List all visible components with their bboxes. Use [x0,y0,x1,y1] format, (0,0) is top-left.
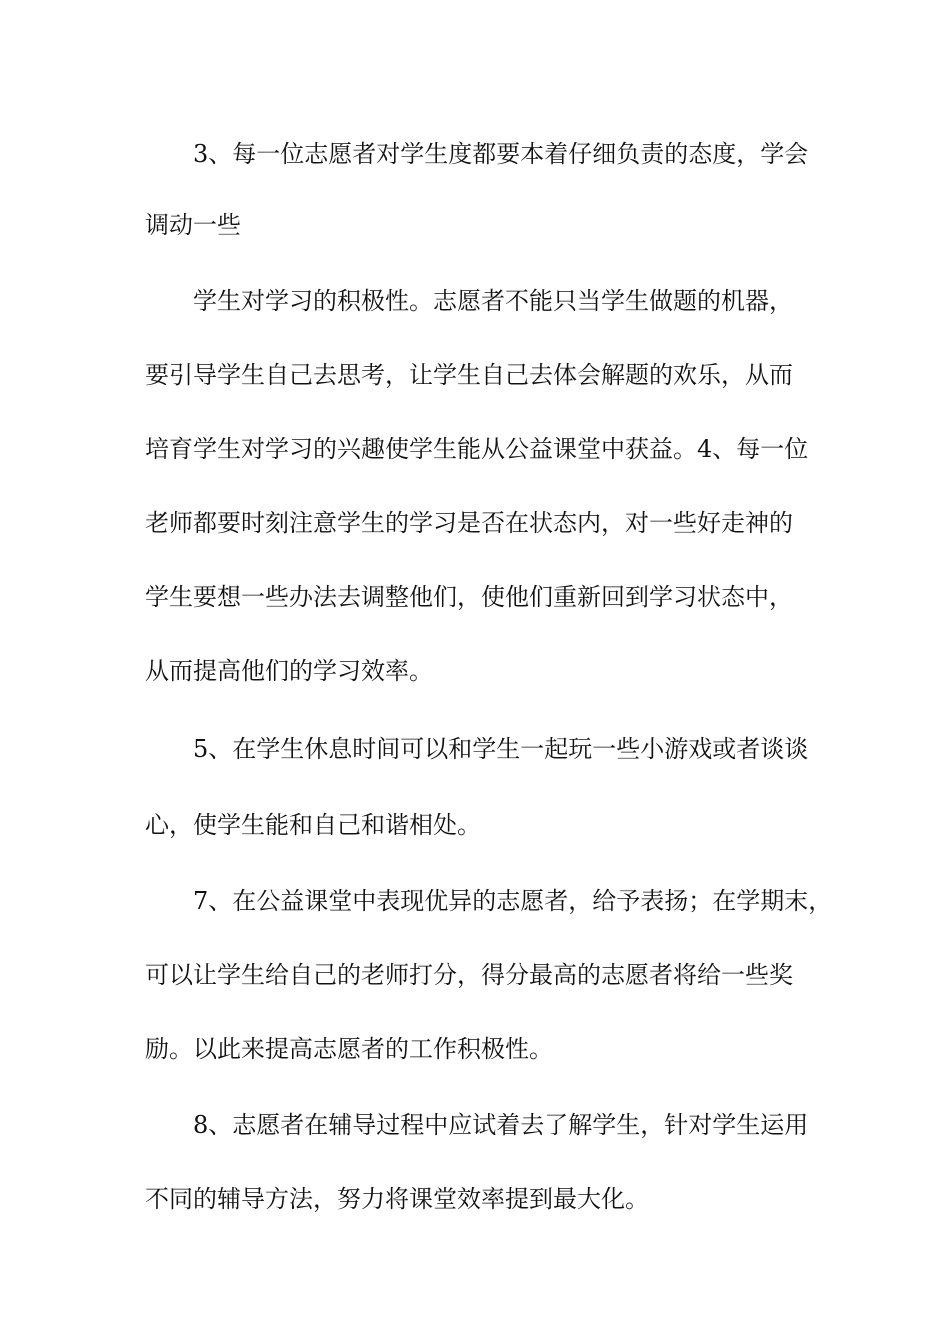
text-line: 老师都要时刻注意学生的学习是否在状态内，对一些好走神的 [145,509,793,537]
text-line: 要引导学生自己去思考，让学生自己去体会解题的欢乐，从而 [145,361,793,389]
text-line: 心，使学生能和自己和谐相处。 [145,811,481,839]
text-line: 学生要想一些办法去调整他们，使他们重新回到学习状态中， [145,583,793,611]
text-line: 7、在公益课堂中表现优异的志愿者，给予表扬；在学期末， [193,887,833,915]
text-line: 5、在学生休息时间可以和学生一起玩一些小游戏或者谈谈 [193,735,809,763]
text-line: 培育学生对学习的兴趣使学生能从公益课堂中获益。4、每一位 [145,435,809,463]
text-line: 可以让学生给自己的老师打分，得分最高的志愿者将给一些奖 [145,961,793,989]
text-line: 学生对学习的积极性。志愿者不能只当学生做题的机器， [193,287,793,315]
text-line: 3、每一位志愿者对学生度都要本着仔细负责的态度，学会 [193,140,809,168]
text-line: 励。以此来提高志愿者的工作积极性。 [145,1035,553,1063]
text-line: 调动一些 [145,211,241,239]
text-line: 不同的辅导方法，努力将课堂效率提到最大化。 [145,1185,649,1213]
text-line: 从而提高他们的学习效率。 [145,657,433,685]
text-line: 8、志愿者在辅导过程中应试着去了解学生，针对学生运用 [193,1111,809,1139]
